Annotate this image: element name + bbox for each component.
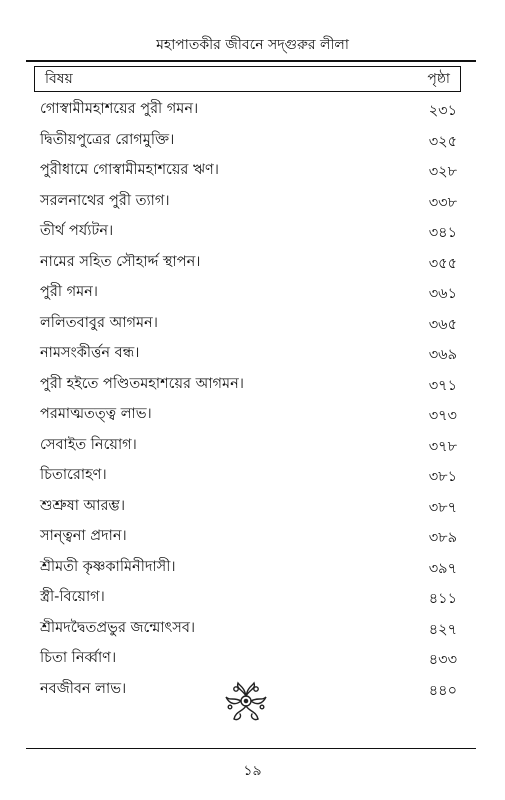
toc-entry-title: চিতা নির্ব্বাণ। bbox=[40, 650, 117, 666]
toc-entry-title: শ্রীমতী কৃষ্ণকামিনীদাসী। bbox=[40, 558, 176, 575]
toc-row bbox=[0, 400, 505, 430]
toc-row bbox=[0, 339, 505, 369]
toc-row bbox=[0, 370, 505, 400]
toc-entry-title: সরলনাথের পুরী ত্যাগ। bbox=[40, 192, 170, 209]
toc-entry-page: ৪৩৩ bbox=[428, 652, 457, 668]
running-title: মহাপাতকীর জীবনে সদ্গুরুর লীলা bbox=[156, 37, 349, 53]
toc-entry-title: দ্বিতীয়পুত্রের রোগমুক্তি। bbox=[40, 131, 175, 148]
subject-column-label: বিষয় bbox=[45, 71, 73, 87]
toc-entry-page: ৩৮১ bbox=[428, 469, 457, 485]
toc-row bbox=[0, 278, 505, 308]
toc-row bbox=[0, 217, 505, 247]
toc-entry-title: শ্রীমদদ্বৈতপ্রভুর জন্মোৎসব। bbox=[40, 619, 196, 636]
floral-ornament-icon bbox=[222, 677, 270, 725]
toc-entry-title: পরমাত্মতত্ত্ব লাভ। bbox=[40, 406, 152, 422]
toc-entry-page: ৩৮৯ bbox=[428, 530, 457, 546]
toc-entry-title: নামসংকীর্ত্তন বন্ধ। bbox=[40, 345, 140, 361]
toc-row bbox=[0, 492, 505, 522]
toc-entry-page: ৩৭৮ bbox=[428, 438, 457, 455]
toc-entry-page: ৩৬৯ bbox=[428, 347, 457, 363]
toc-entry-page: ৩২৮ bbox=[428, 164, 457, 180]
toc-entry-page: ৪১১ bbox=[428, 591, 457, 607]
toc-entry-title: চিতারোহণ। bbox=[40, 467, 107, 483]
toc-row bbox=[0, 431, 505, 461]
page-column-label: পৃষ্ঠা bbox=[427, 71, 450, 87]
toc-column-header bbox=[34, 66, 461, 92]
toc-entry-page: ৩৬১ bbox=[428, 286, 457, 302]
toc-row bbox=[0, 614, 505, 644]
toc-entry-title: সেবাইত নিয়োগ। bbox=[40, 436, 137, 453]
toc-row bbox=[0, 583, 505, 613]
toc-entry-page: ২৩১ bbox=[428, 103, 457, 119]
toc-row bbox=[0, 309, 505, 339]
toc-row bbox=[0, 187, 505, 217]
toc-entry-title: স্ত্রী-বিয়োগ। bbox=[40, 589, 105, 605]
toc-entry-page: ৩২৫ bbox=[428, 133, 457, 150]
toc-entry-title: শুশ্রুষা আরম্ভ। bbox=[40, 497, 126, 514]
toc-entry-title: নবজীবন লাভ। bbox=[40, 680, 127, 697]
toc-entry-title: সান্ত্বনা প্রদান। bbox=[40, 528, 127, 544]
toc-row bbox=[0, 95, 505, 125]
toc-entry-page: ৩৯৭ bbox=[428, 560, 457, 577]
toc-entry-title: ললিতবাবুর আগমন। bbox=[40, 314, 158, 331]
toc-row bbox=[0, 461, 505, 491]
toc-entry-title: পুরীধামে গোস্বামীমহাশয়ের ঋণ। bbox=[40, 162, 219, 178]
toc-entry-title: তীর্থ পর্য্যটন। bbox=[40, 223, 114, 239]
toc-entry-title: নামের সহিত সৌহার্দ্দ স্থাপন। bbox=[40, 253, 201, 270]
toc-entry-page: ৩৮৭ bbox=[428, 499, 457, 516]
toc-row bbox=[0, 156, 505, 186]
toc-row bbox=[0, 126, 505, 156]
toc-entry-title: পুরী গমন। bbox=[40, 284, 98, 300]
toc-entry-page: ৩৩৮ bbox=[428, 194, 457, 211]
toc-entry-title: পুরী হইতে পণ্ডিতমহাশয়ের আগমন। bbox=[40, 375, 244, 392]
toc-entry-title: গোস্বামীমহাশয়ের পুরী গমন। bbox=[40, 101, 199, 117]
header-rule bbox=[26, 60, 476, 62]
toc-entry-page: ৩৪১ bbox=[428, 225, 457, 241]
toc-entry-page: ৩৬৫ bbox=[428, 316, 457, 333]
page-number: ১৯ bbox=[243, 763, 262, 779]
toc-row bbox=[0, 553, 505, 583]
toc-entry-page: ৩৫৫ bbox=[428, 255, 457, 272]
toc-row bbox=[0, 248, 505, 278]
footer-rule bbox=[26, 748, 476, 749]
toc-row bbox=[0, 644, 505, 674]
toc-entry-page: ৪২৭ bbox=[428, 621, 457, 638]
toc-row bbox=[0, 522, 505, 552]
toc-entry-page: ৩৭১ bbox=[428, 377, 457, 394]
toc-entry-page: ৪৪০ bbox=[428, 682, 457, 699]
toc-entry-page: ৩৭৩ bbox=[428, 408, 457, 424]
